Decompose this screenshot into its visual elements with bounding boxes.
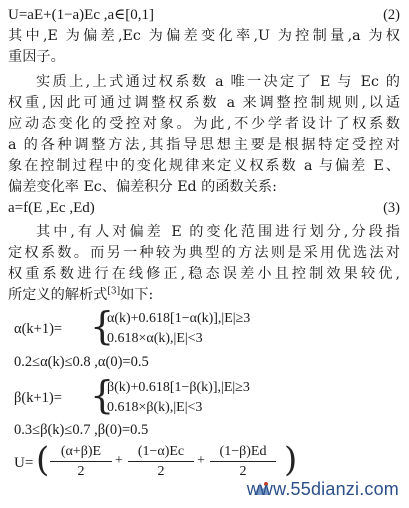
u-lhs: U= — [14, 455, 34, 471]
para2-line1: 实质上,上式通过权系数 a 唯一决定了 E 与 Ec 的 — [36, 74, 400, 90]
para3-line1: 其中,有人对偏差 E 的变化范围进行划分,分段指 — [36, 224, 400, 240]
alpha-lhs: α(k+1)= — [14, 321, 63, 337]
watermark-text: www.55dianzi.com — [246, 479, 399, 499]
alpha-brace: { — [90, 304, 115, 348]
u-term2-numerator: (1−α)Ec — [137, 444, 185, 459]
u-open-paren: ( — [36, 440, 50, 480]
para3-line3: 权重系数进行在线修正,稳态误差小且控制效果较优, — [8, 266, 400, 282]
para3-line4-pre: 所定义的解析式 — [8, 287, 108, 303]
u-close-paren: ) — [284, 440, 298, 480]
u-term3-fraction-bar — [210, 461, 276, 462]
equation-2: U=aE+(1−a)Ec ,a∈[0,1] — [8, 7, 155, 23]
u-term3 — [210, 443, 276, 480]
para2-line3: 应动态变化的受控对象。为此,不少学者设计了权系数 — [8, 116, 400, 132]
u-term3-denominator: 2 — [239, 464, 247, 479]
equation-3: a=f(E ,Ec ,Ed) — [8, 200, 95, 216]
u-term2-fraction-bar — [128, 461, 194, 462]
u-term3-numerator: (1−β)Ed — [219, 444, 267, 459]
beta-brace: { — [90, 373, 115, 417]
u-term1-denominator: 2 — [77, 464, 85, 479]
para1-line1: 其中,E 为偏差,Ec 为偏差变化率,U 为控制量,a 为权 — [8, 28, 400, 44]
beta-lhs: β(k+1)= — [14, 390, 62, 406]
para3-line4 — [8, 286, 153, 304]
para2-line2: 权重,因此可通过调整权系数 a 来调整控制规则,以适 — [8, 95, 400, 111]
para2-line5: 象在控制过程中的变化规律来定义权系数 a 与偏差 E、 — [8, 158, 400, 174]
para3-line2: 定权系数。而另一种较为典型的方法则是采用优选法对 — [8, 245, 400, 261]
alpha-case1: α(k)+0.618[1−α(k)],|E|≥3 — [107, 311, 251, 326]
u-term1 — [50, 443, 112, 480]
alpha-case2: 0.618×α(k),|E|<3 — [107, 331, 203, 346]
para2-line6: 偏差变化率 Ec、偏差积分 Ed 的函数关系: — [8, 179, 277, 195]
beta-constraint: 0.3≤β(k)≤0.7 ,β(0)=0.5 — [14, 422, 149, 438]
u-plus-2: + — [197, 453, 205, 468]
para2-line4: a 的各种调整方法,其指导思想主要是根据特定受控对 — [8, 137, 400, 153]
u-term1-numerator: (α+β)E — [60, 444, 102, 459]
u-plus-1: + — [115, 453, 123, 468]
para1-line2: 重因子。 — [8, 49, 65, 65]
u-term2 — [128, 443, 194, 480]
equation-3-number: (3) — [383, 200, 400, 216]
citation-ref: [3] — [107, 286, 121, 297]
u-term1-fraction-bar — [50, 461, 112, 462]
beta-case2: 0.618×β(k),|E|<3 — [107, 400, 203, 415]
beta-case1: β(k)+0.618[1−β(k)],|E|≥3 — [107, 380, 250, 395]
equation-2-number: (2) — [383, 7, 400, 23]
u-term2-denominator: 2 — [157, 464, 165, 479]
alpha-constraint: 0.2≤α(k)≤0.8 ,α(0)=0.5 — [14, 354, 149, 370]
para3-line4-post: 如下: — [120, 287, 154, 303]
